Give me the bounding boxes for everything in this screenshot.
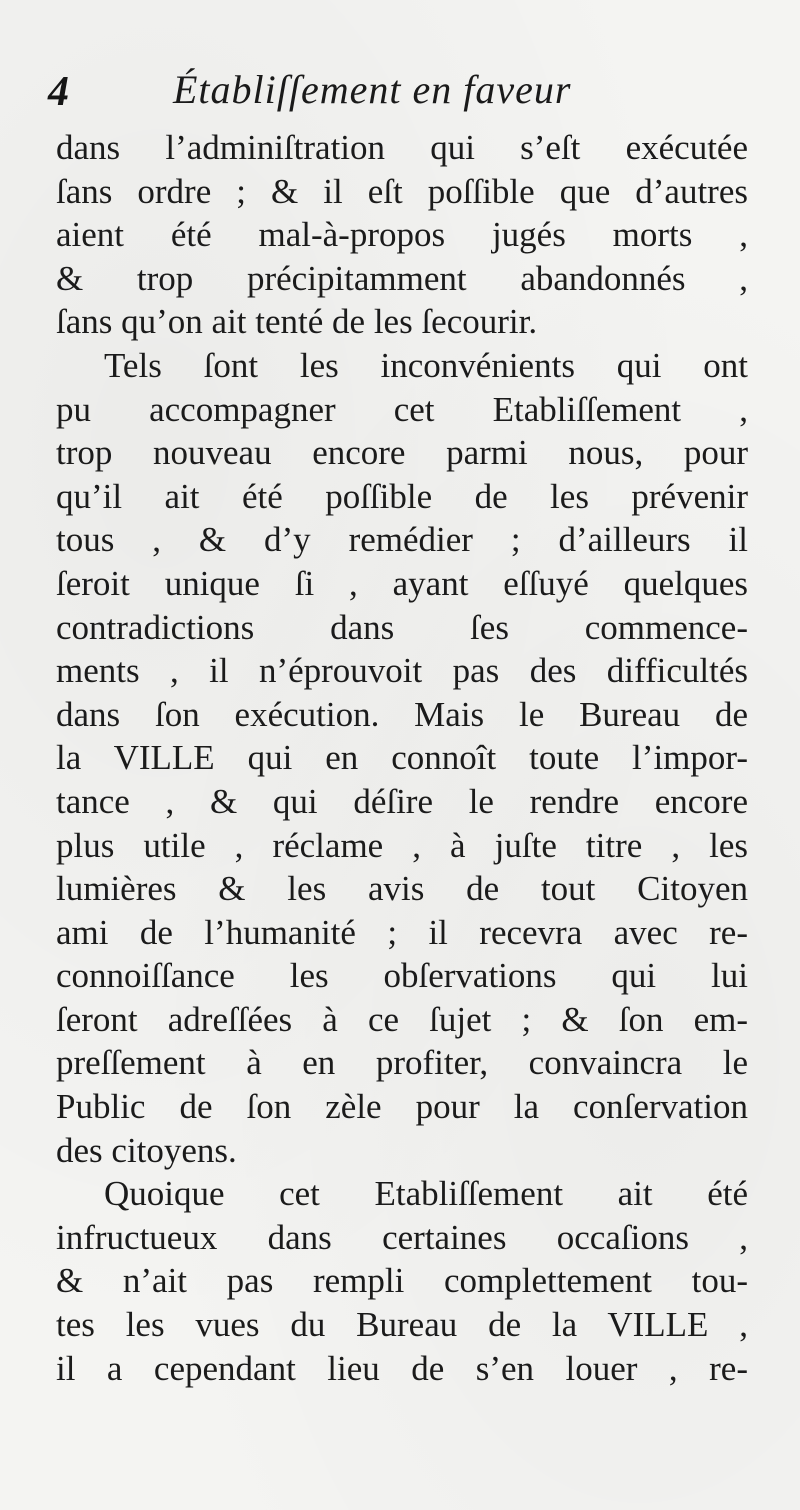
text-line: pu accompagner cet Etabliſſement , (56, 389, 748, 429)
text-line: & trop précipitamment abandonnés , (56, 258, 748, 298)
text-line: preſſement à en profiter, convaincra le (56, 1043, 748, 1083)
text-line: ments , il n’éprouvoit pas des difficultés (56, 651, 748, 691)
text-line: il a cependant lieu de s’en louer , re- (56, 1348, 748, 1388)
text-line: Tels ſont les inconvénients qui ont (104, 345, 748, 385)
text-line: la VILLE qui en connoît toute l’impor- (56, 738, 748, 778)
text-line: Quoique cet Etabliſſement ait été (104, 1174, 748, 1214)
text-line: qu’il ait été poſſible de les prévenir (56, 476, 748, 516)
text-line: ami de l’humanité ; il recevra avec re- (56, 912, 748, 952)
text-line: trop nouveau encore parmi nous, pour (56, 433, 748, 473)
text-line: aient été mal-à-propos jugés morts , (56, 215, 748, 255)
text-line: tes les vues du Bureau de la VILLE , (56, 1305, 748, 1345)
text-line: tous , & d’y remédier ; d’ailleurs il (56, 520, 748, 560)
text-line: connoiſſance les obſervations qui lui (56, 956, 748, 996)
text-line: ſans ordre ; & il eſt poſſible que d’autres (56, 171, 748, 211)
text-line: dans l’adminiſtration qui s’eſt exécutée (56, 128, 748, 167)
text-line: ſeront adreſſées à ce ſujet ; & ſon em- (56, 999, 748, 1039)
text-line: ſeroit unique ſi , ayant eſſuyé quelques (56, 563, 748, 603)
text-line: contradictions dans ſes commence- (56, 607, 748, 647)
text-line: ſans qu’on ait tenté de les ſecourir. (56, 302, 538, 342)
text-line: dans ſon exécution. Mais le Bureau de (56, 694, 748, 734)
text-line: & n’ait pas rempli complettement tou- (56, 1261, 748, 1301)
page-header (48, 62, 748, 132)
text-line: infructueux dans certaines occaſions , (56, 1217, 748, 1257)
body-text (56, 126, 748, 1390)
text-line: lumières & les avis de tout Citoyen (56, 869, 748, 909)
text-line: des citoyens. (56, 1130, 237, 1170)
text-line: tance , & qui déſire le rendre encore (56, 781, 748, 821)
text-line: Public de ſon zèle pour la conſervation (56, 1087, 748, 1127)
page-number: 4 (48, 69, 69, 115)
running-head: Établiſſement en faveur (173, 67, 572, 112)
text-line: plus utile , réclame , à juſte titre , les (56, 825, 748, 865)
